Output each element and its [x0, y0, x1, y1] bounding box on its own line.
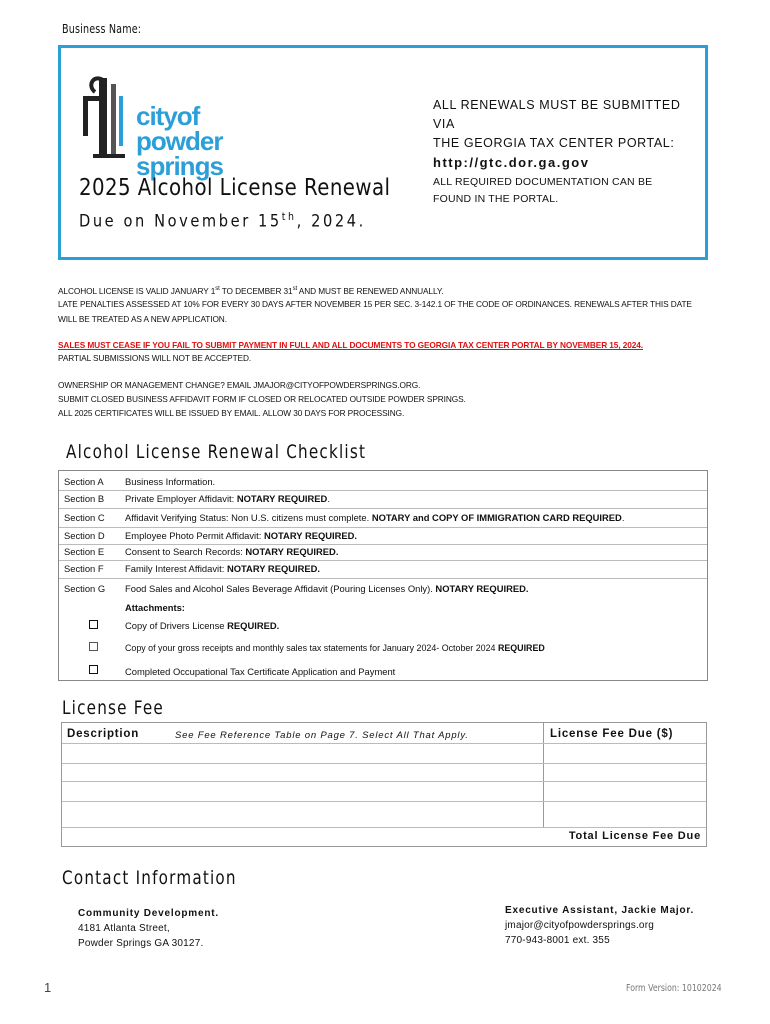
required-text: NOTARY REQUIRED.	[245, 546, 339, 557]
ownership-notice: OWNERSHIP OR MANAGEMENT CHANGE? EMAIL JMAJOR@CITYOFPOWDERSPRINGS.ORG.	[58, 380, 421, 390]
contact-heading: Contact Information	[62, 867, 237, 889]
page-title: 2025 Alcohol License Renewal	[79, 175, 391, 201]
section-label: Section D	[64, 530, 105, 541]
fee-row-divider	[62, 781, 706, 782]
checklist-table	[58, 470, 708, 681]
late-notice-line1: LATE PENALTIES ASSESSED AT 10% FOR EVERY 30 DAYS AFTER NOVEMBER 15 PER SEC. 3-142.1 OF THE CODE OF ORDINANCES. RENEWALS AFTER THIS DATE	[58, 299, 692, 309]
section-desc-text: Employee Photo Permit Affidavit:	[125, 530, 264, 541]
section-desc	[125, 546, 338, 557]
attachment-desc	[125, 643, 545, 653]
executive-assistant-contact	[505, 903, 694, 948]
fee-due-column-header: License Fee Due ($)	[550, 728, 674, 740]
contact-left-title: Community Development.	[78, 908, 219, 919]
portal-line2: THE GEORGIA TAX CENTER PORTAL:	[433, 136, 675, 150]
required-text: NOTARY REQUIRED.	[263, 530, 358, 541]
row-divider	[59, 560, 707, 561]
late-notice-line2: WILL BE TREATED AS A NEW APPLICATION.	[58, 314, 227, 324]
valid-sup2: st	[292, 286, 298, 292]
row-divider	[59, 508, 707, 509]
due-prefix: Due on November 15	[79, 211, 282, 232]
docs-line1: ALL REQUIRED DOCUMENTATION CAN BE	[433, 176, 653, 188]
community-development-contact	[78, 906, 219, 951]
fee-row-divider	[62, 801, 706, 802]
section-desc	[125, 583, 528, 594]
section-desc-text: Business Information.	[125, 476, 216, 487]
section-label: Section F	[64, 563, 104, 574]
section-desc	[125, 476, 215, 487]
portal-url-link[interactable]: http://gtc.dor.ga.gov	[433, 155, 590, 170]
contact-right-title: Executive Assistant, Jackie Major.	[505, 905, 695, 916]
form-version: Form Version: 10102024	[626, 983, 722, 994]
docs-notice	[433, 174, 652, 208]
row-divider	[59, 578, 707, 579]
section-desc-text: Consent to Search Records:	[125, 546, 246, 557]
section-label: Section A	[64, 476, 104, 487]
row-divider	[59, 527, 707, 528]
valid-mid: TO DECEMBER 31	[219, 285, 293, 296]
attachment-desc	[125, 666, 395, 677]
docs-line2: FOUND IN THE PORTAL.	[433, 193, 559, 205]
contact-email-link[interactable]: jmajor@cityofpowdersprings.org	[505, 920, 654, 931]
section-desc-text: Affidavit Verifying Status: Non U.S. citizens must complete.	[125, 512, 372, 523]
required-text: NOTARY REQUIRED.	[226, 563, 321, 574]
attachment-desc-text: Copy of your gross receipts and monthly sales tax statements for January 2024- October 2024	[125, 643, 498, 653]
logo-text-line2: powder springs	[136, 126, 223, 181]
attachment-desc-text: Copy of Drivers License	[125, 620, 228, 631]
required-text: NOTARY and COPY OF IMMIGRATION CARD REQUIRED	[371, 512, 622, 523]
drivers-license-checkbox[interactable]	[89, 620, 98, 629]
contact-phone: 770-943-8001 ext. 355	[505, 935, 610, 946]
section-desc	[125, 563, 320, 574]
fee-row-divider	[62, 827, 706, 828]
fee-row-divider	[62, 763, 706, 764]
page-number: 1	[44, 980, 52, 995]
description-column-header: Description	[67, 728, 140, 740]
attachment-desc	[125, 620, 279, 631]
section-desc-tail: .	[327, 493, 330, 504]
closed-notice: SUBMIT CLOSED BUSINESS AFFIDAVIT FORM IF CLOSED OR RELOCATED OUTSIDE POWDER SPRINGS.	[58, 394, 466, 404]
due-suffix: , 2024.	[296, 211, 366, 232]
portal-notice	[433, 96, 705, 172]
city-logo	[75, 66, 305, 181]
due-date	[79, 210, 366, 232]
attachments-label: Attachments:	[125, 602, 185, 613]
required-text: NOTARY REQUIRED.	[435, 583, 529, 594]
section-desc-tail: .	[621, 512, 625, 523]
water-pump-icon	[75, 66, 145, 166]
occupational-tax-checkbox[interactable]	[89, 665, 98, 674]
fee-row-divider	[62, 743, 706, 744]
contact-left-line2: Powder Springs GA 30127.	[78, 938, 204, 949]
section-desc-text: Family Interest Affidavit:	[125, 563, 227, 574]
required-text: REQUIRED	[497, 643, 545, 653]
valid-suffix: AND MUST BE RENEWED ANNUALLY.	[297, 285, 444, 296]
section-desc-text: Food Sales and Alcohol Sales Beverage Affidavit (Pouring Licenses Only).	[125, 583, 436, 594]
logo-text-line1: cityof	[136, 101, 200, 131]
total-fee-label: Total License Fee Due	[568, 830, 701, 842]
section-desc	[125, 512, 624, 523]
section-label: Section B	[64, 493, 105, 504]
column-divider	[543, 723, 544, 827]
license-fee-table	[61, 722, 707, 847]
section-label: Section E	[64, 546, 105, 557]
row-divider	[59, 544, 707, 545]
partial-notice: PARTIAL SUBMISSIONS WILL NOT BE ACCEPTED.	[58, 353, 252, 363]
portal-line1: ALL RENEWALS MUST BE SUBMITTED VIA	[433, 98, 681, 131]
gross-receipts-checkbox[interactable]	[89, 642, 98, 651]
cease-warning: SALES MUST CEASE IF YOU FAIL TO SUBMIT PAYMENT IN FULL AND ALL DOCUMENTS TO GEORGIA TAX CENTER PORTAL BY NOVEMBER 15, 2024.	[58, 340, 643, 350]
fee-reference-note: See Fee Reference Table on Page 7. Select All That Apply.	[175, 730, 469, 741]
license-fee-heading: License Fee	[62, 697, 164, 719]
attachment-desc-text: Completed Occupational Tax Certificate Application and Payment	[125, 666, 396, 677]
required-text: NOTARY REQUIRED	[236, 493, 328, 504]
certificates-notice: ALL 2025 CERTIFICATES WILL BE ISSUED BY EMAIL. ALLOW 30 DAYS FOR PROCESSING.	[58, 408, 405, 418]
header-box	[58, 45, 708, 260]
contact-left-line1: 4181 Atlanta Street,	[78, 923, 170, 934]
section-label: Section C	[64, 512, 105, 523]
valid-sup1: st	[215, 286, 220, 292]
due-sup: th	[281, 210, 297, 223]
logo-text	[136, 101, 305, 181]
section-desc	[125, 493, 330, 504]
valid-prefix: ALCOHOL LICENSE IS VALID JANUARY 1	[58, 285, 216, 296]
required-text: REQUIRED.	[227, 620, 280, 631]
checklist-heading: Alcohol License Renewal Checklist	[66, 441, 367, 463]
section-label: Section G	[64, 583, 106, 594]
section-desc	[125, 530, 357, 541]
row-divider	[59, 490, 707, 491]
business-name-label: Business Name:	[62, 22, 142, 36]
section-desc-text: Private Employer Affidavit:	[125, 493, 237, 504]
